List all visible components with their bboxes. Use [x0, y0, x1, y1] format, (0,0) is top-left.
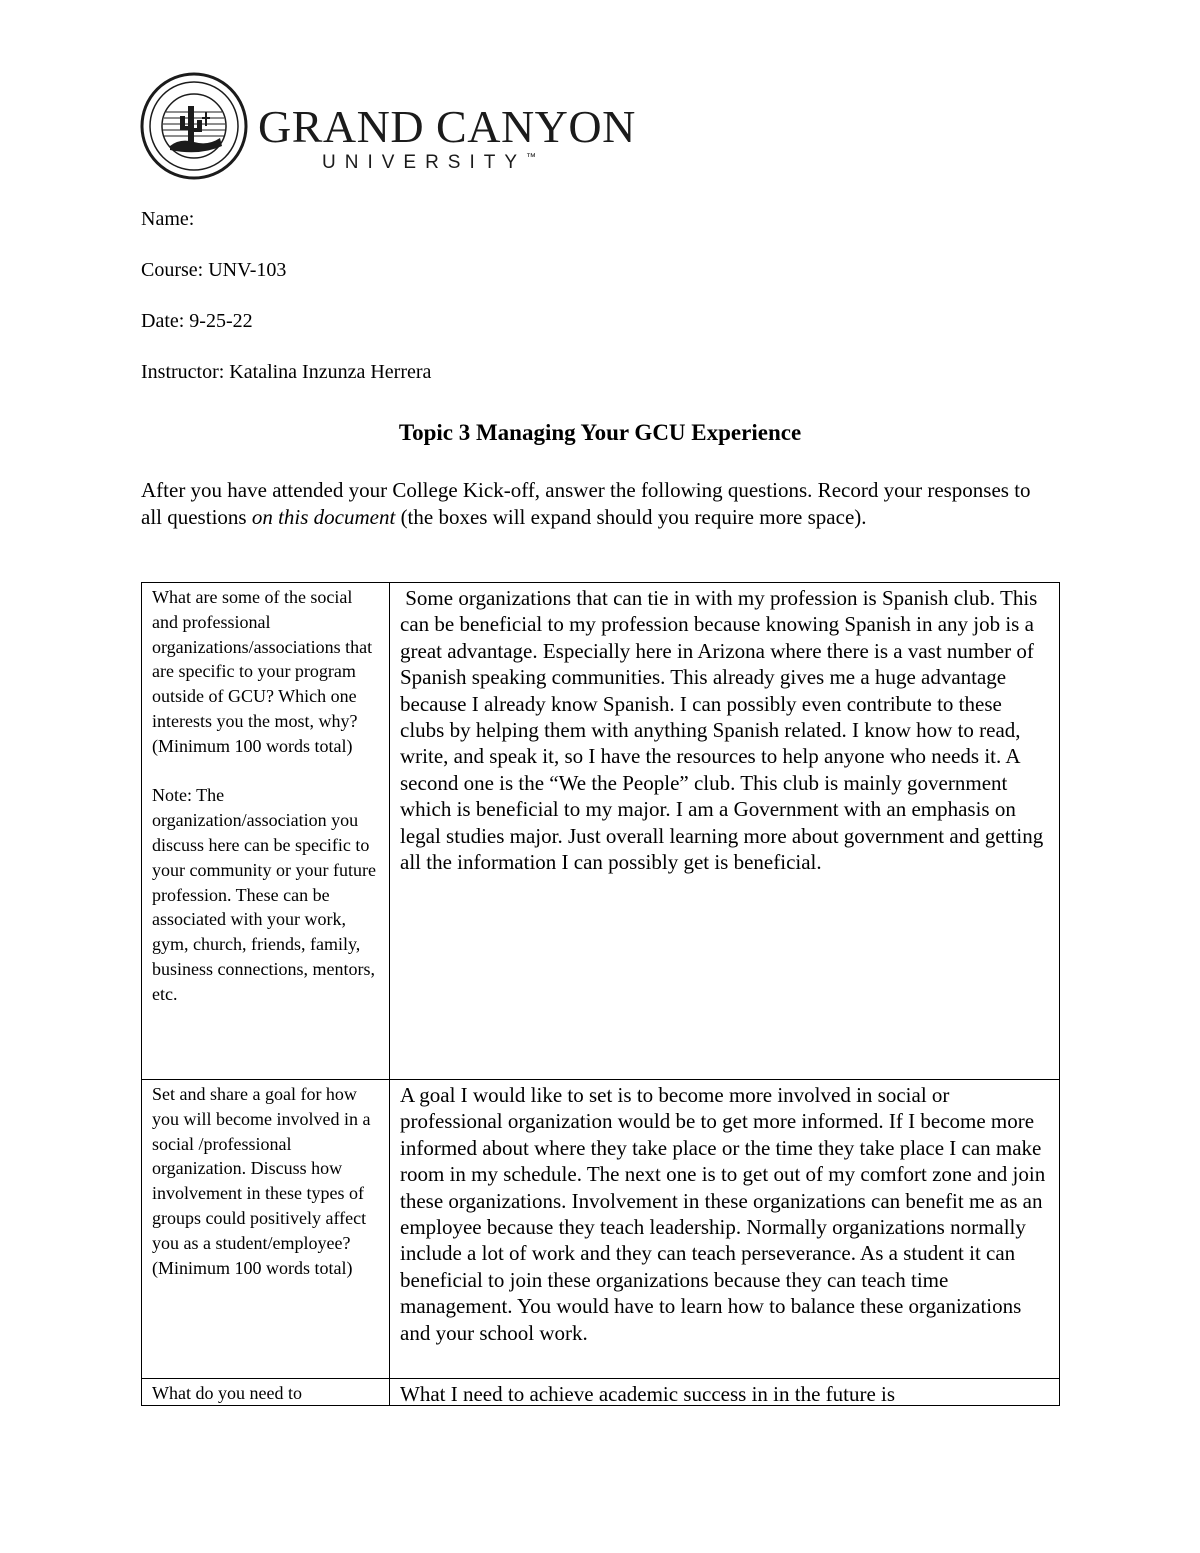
question-answer-table [141, 582, 1060, 1406]
question-text: What do you need to [152, 1383, 302, 1403]
course-field: Course: UNV-103 [141, 259, 287, 281]
instructor-field: Instructor: Katalina Inzunza Herrera [141, 361, 432, 383]
logo-subtitle [322, 152, 536, 174]
answer-text: What I need to achieve academic success in in the future is [400, 1382, 896, 1405]
page-title: Topic 3 Managing Your GCU Experience [398, 420, 802, 445]
instructions-paragraph [141, 477, 1041, 531]
trademark-mark: ™ [526, 152, 537, 163]
logo-university: UNIVERSITY [322, 152, 527, 173]
intro-text-1: After you have attended your College Kick-off, answer the following questions. Record your responses to all questions [141, 478, 1031, 529]
table-row [142, 1379, 1060, 1406]
date-field: Date: 9-25-22 [141, 310, 253, 332]
intro-emphasis: on this document [251, 505, 396, 529]
question-text: Set and share a goal for how you will become involved in a social /professional organization. Discuss how involvement in these types of groups could positively affect you as a student/employee? (Minimum 100 words total) [152, 1084, 371, 1278]
name-field: Name: [141, 208, 195, 230]
answer-cell[interactable] [390, 1379, 1060, 1406]
answer-text: Some organizations that can tie in with my profession is Spanish club. This can be beneficial to my profession because knowing Spanish in any job is a great advantage. Especially here in Arizona where there is a vast number of Spanish speaking communities. This already gives me a huge advantage because I already know Spanish. I can possibly even contribute to these clubs by helping them with anything Spanish related. I know how to read, write, and speak it, so I have the resources to help anyone who needs it. A second one is the “We the People” club. This club is mainly government which is beneficial to my major. I am a Government with an emphasis on legal studies major. Just overall learning more about government and getting all the information I can possibly get is beneficial. [400, 586, 1049, 875]
question-note: Note: The organization/association you discuss here can be specific to your community or your future profession. These can be associated with your work, gym, church, friends, family, business connections, mentors, etc. [152, 785, 376, 1004]
table-row [142, 1080, 1060, 1379]
answer-cell[interactable] [390, 1080, 1060, 1379]
question-cell [142, 583, 390, 1080]
intro-text-2: (the boxes will expand should you require more space). [395, 505, 867, 529]
university-seal-icon [140, 72, 248, 180]
answer-text: A goal I would like to set is to become more involved in social or professional organization would be to get more informed. If I become more informed about where they take place or the time they take place I can make room in my schedule. The next one is to get out of my comfort zone and join these organizations. Involvement in these organizations can benefit me as an employee because they teach leadership. Normally organizations normally include a lot of work and they can teach perseverance. As a student it can beneficial to join these organizations because they can teach time management. You would have to learn how to balance these organizations and your school work. [400, 1083, 1046, 1345]
question-text: What are some of the social and professional organizations/associations that are specific to your program outside of GCU? Which one interests you the most, why? (Minimum 100 words total) [152, 587, 373, 756]
logo-wordmark: GRAND CANYON [258, 101, 636, 152]
question-cell [142, 1080, 390, 1379]
table-row [142, 583, 1060, 1080]
answer-cell[interactable] [390, 583, 1060, 1080]
question-cell [142, 1379, 390, 1406]
